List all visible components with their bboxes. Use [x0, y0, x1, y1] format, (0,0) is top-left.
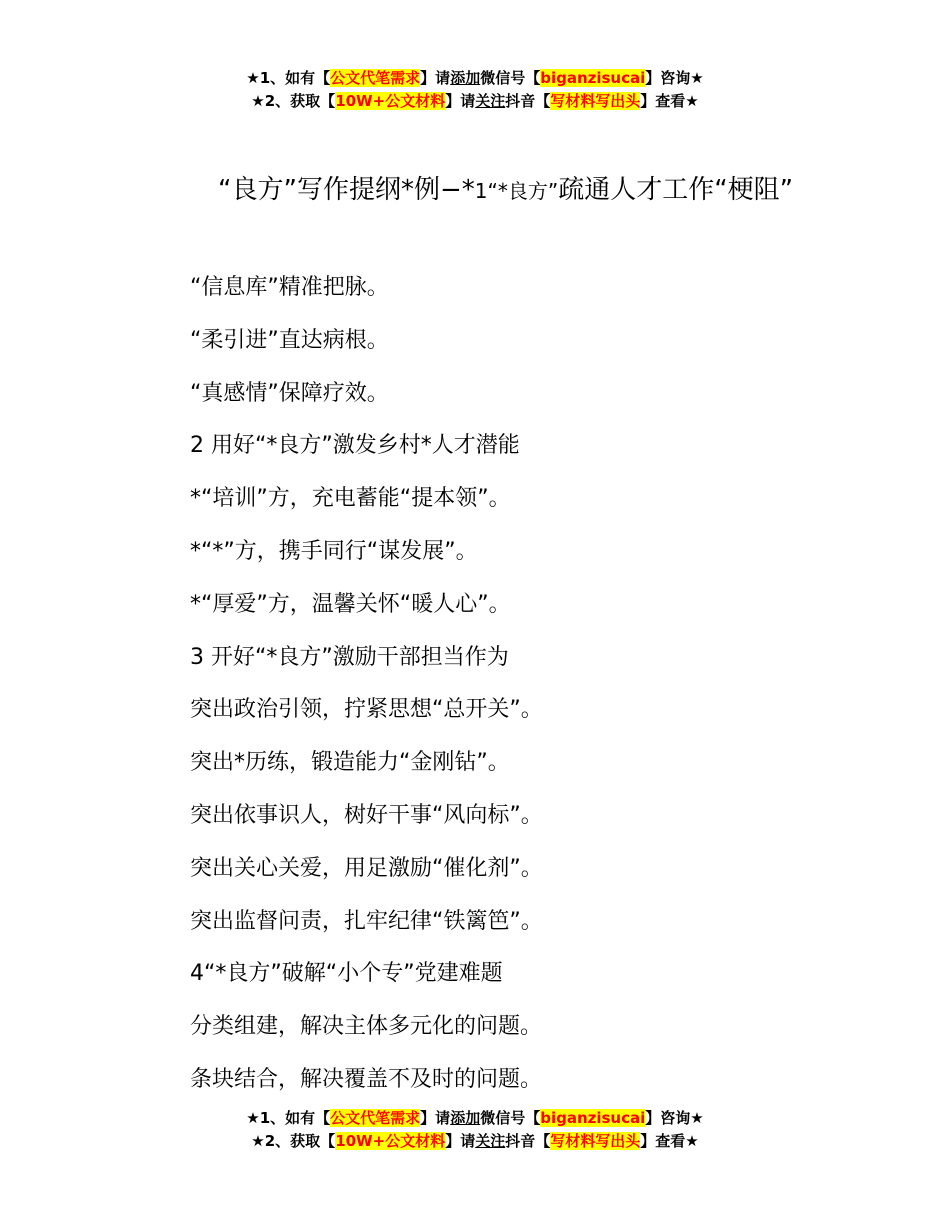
outline-line: 突出*历练，锻造能力“金刚钻”。 — [190, 750, 510, 776]
highlight: biganzisucai — [540, 1109, 646, 1127]
outline-line: “信息库”精准把脉。 — [190, 275, 389, 300]
highlight: 公文代笔需求 — [330, 69, 421, 87]
outline-line: “真感情”保障疗效。 — [190, 380, 389, 406]
highlight: biganzisucai — [540, 69, 646, 87]
outline-line: 条块结合，解决覆盖不及时的问题。 — [190, 1066, 543, 1092]
outline-heading: 4“*良方”破解“小个专”党建难题 — [190, 961, 503, 987]
banner-line-1: ★1、如有【公文代笔需求】请添加微信号【biganzisucai】咨询★ — [246, 69, 704, 87]
outline-line: 突出政治引领，拧紧思想“总开关”。 — [190, 697, 543, 723]
highlight: 10W+公文材料 — [335, 1132, 446, 1150]
outline-heading: 3 开好“*良方”激励干部担当作为 — [190, 644, 509, 670]
outline-heading: 2 用好“*良方”激发乡村*人才潜能 — [190, 433, 520, 459]
outline-line: *“培训”方，充电蓄能“提本领”。 — [190, 486, 511, 512]
highlight: 10W+公文材料 — [335, 92, 446, 110]
highlight: 写材料写出头 — [550, 1132, 641, 1150]
document-title: “良方”写作提纲*例−*1“*良方”疏通人才工作“梗阻” — [218, 175, 794, 205]
highlight: 写材料写出头 — [550, 92, 641, 110]
outline-line: 突出监督问责，扎牢纪律“铁篱笆”。 — [190, 908, 543, 934]
footer-banner — [0, 1107, 950, 1153]
banner-line-1: ★1、如有【公文代笔需求】请添加微信号【biganzisucai】咨询★ — [246, 1109, 704, 1127]
outline-line: 分类组建，解决主体多元化的问题。 — [190, 1014, 543, 1040]
header-banner — [0, 67, 950, 113]
outline-line: 突出依事识人，树好干事“风向标”。 — [190, 802, 543, 828]
outline-line: *“*”方，携手同行“谋发展”。 — [190, 538, 478, 564]
highlight: 公文代笔需求 — [330, 1109, 421, 1127]
outline-line: *“厚爱”方，温馨关怀“暖人心”。 — [190, 591, 511, 617]
outline-body — [190, 262, 830, 1107]
banner-line-2: ★2、获取【10W+公文材料】请关注抖音【写材料写出头】查看★ — [251, 1132, 699, 1150]
banner-line-2: ★2、获取【10W+公文材料】请关注抖音【写材料写出头】查看★ — [251, 92, 699, 110]
outline-line: 突出关心关爱，用足激励“催化剂”。 — [190, 855, 543, 881]
outline-line: “柔引进”直达病根。 — [190, 327, 389, 353]
